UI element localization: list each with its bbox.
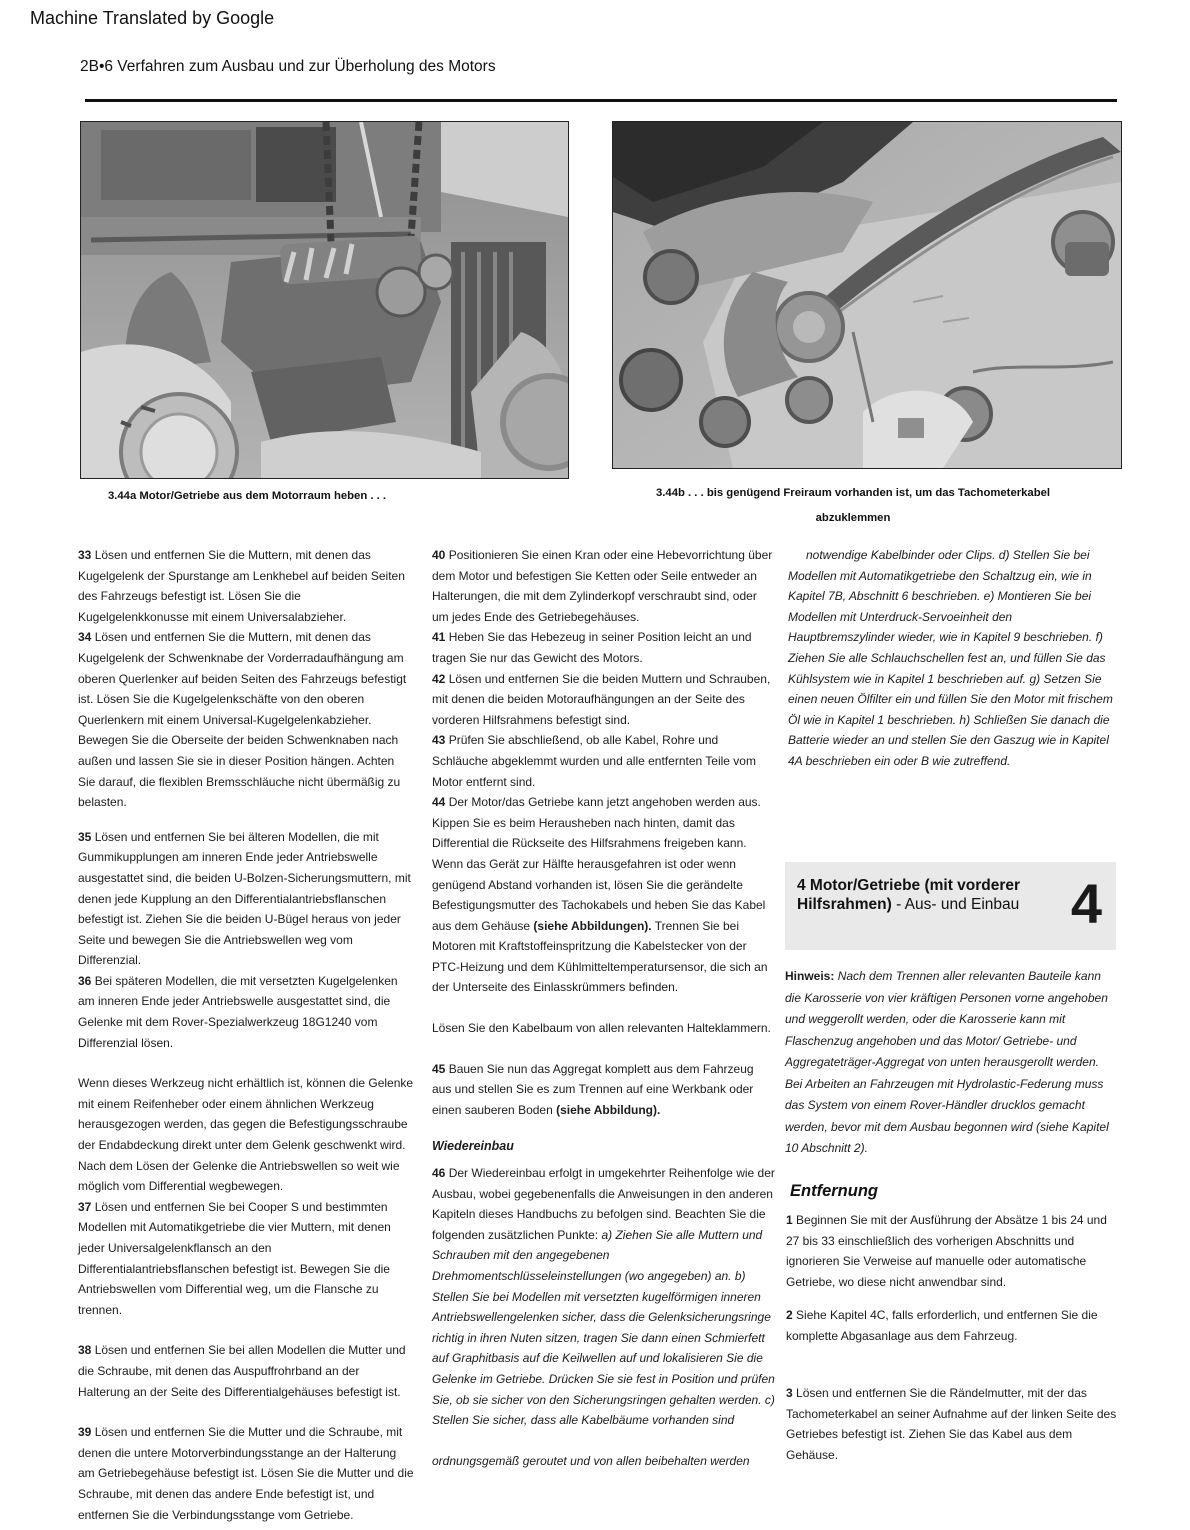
figure-b-caption: [618, 481, 1088, 531]
reinstall-points-continuation: notwendige Kabelbinder oder Clips. d) Stellen Sie bei Modellen mit Automatikgetriebe den Schaltzug ein, wie in Kapitel 7B, Abschnitt 6 beschrieben. e) Montieren Sie bei Modellen mit Unterdruck-Servoeinheit den Hauptbremszylinder wieder, wie in Kapitel 9 beschrieben. f) Ziehen Sie alle Schlauchschellen fest an, und füllen Sie das Kühlsystem wie in Kapitel 1 beschrieben auf. g) Setzen Sie einen neuen Ölfilter ein und füllen Sie den Motor mit frischem Öl wie in Kapitel 1 beschrieben. h) Schließen Sie danach die Batterie wieder an und stellen Sie den Gaszug wie in Kapitel 4A beschrieben ein oder B wie zutreffend.: [788, 548, 1113, 768]
page-title: 2B•6 Verfahren zum Ausbau und zur Überholung des Motors: [80, 58, 496, 75]
paragraph-38: 38 Lösen und entfernen Sie bei allen Modellen die Mutter und die Schraube, mit denen das Auspuffrohrband an der Halterung an der Seite des Differentialgehäuses befestigt ist.: [78, 1343, 406, 1399]
removal-paragraph-1: 1 Beginnen Sie mit der Ausführung der Absätze 1 bis 24 und 27 bis 33 einschließlich des vorherigen Abschnitts und ignorieren Sie Verweise auf manuelle oder automatische Getriebe, wo diese nicht anwendbar sind.: [786, 1213, 1107, 1289]
removal-paragraph-3: 3 Lösen und entfernen Sie die Rändelmutter, mit der das Tachometerkabel an seiner Aufnahme auf der linken Seite des Getriebes befestigt ist. Ziehen Sie das Kabel aus dem Gehäuse.: [786, 1386, 1117, 1462]
paragraph-40: 40 Positionieren Sie einen Kran oder eine Hebevorrichtung über dem Motor und befestigen Sie Ketten oder Seile entweder an Halterungen, die mit dem Zylinderkopf verschraubt sind, oder um jedes Ende des Getriebegehäuses.: [432, 548, 773, 624]
figure-b-caption-line2: abzuklemmen: [815, 512, 891, 524]
section-number: 4: [1070, 872, 1102, 935]
paragraph-34: 34 Lösen und entfernen Sie die Muttern, mit denen das Kugelgelenk der Schwenknabe der Vorderradaufhängung am oberen Querlenker auf beiden Seiten des Fahrzeugs befestigt ist. Lösen Sie die Kugelgelenkschäfte von den oberen Querlenkern mit einem Universal-Kugelgelenkabzieher. Bewegen Sie die Oberseite der beiden Schwenknaben nach außen und lassen Sie sie in dieser Position hängen. Achten Sie darauf, die flexiblen Bremsschläuche nicht übermäßig zu belasten.: [78, 630, 407, 810]
paragraph-44b: Lösen Sie den Kabelbaum von allen relevanten Halteklammern.: [432, 1021, 771, 1036]
paragraph-37: 37 Lösen und entfernen Sie bei Cooper S und bestimmten Modellen mit Automatikgetriebe die vier Muttern, mit denen jeder Universalgelenkflansch an den Differentialantriebsflanschen befestigt ist. Bewegen Sie die Antriebswellen vom Differential weg, um die Flansche zu trennen.: [78, 1199, 391, 1317]
paragraph-41: 41 Heben Sie das Hebezeug in seiner Position leicht an und tragen Sie nur das Gewicht des Motors.: [432, 630, 752, 665]
paragraph-35: 35 Lösen und entfernen Sie bei älteren Modellen, die mit Gummikupplungen am inneren Ende jeder Antriebswelle ausgestattet sind, die beiden U-Bolzen-Sicherungsmuttern, mit denen jede Kupplung an den Differentialantriebsflanschen befestigt ist. Ziehen Sie die beiden U-Bügel heraus von jeder Seite und bewegen Sie die Antriebswellen weg vom Differenzial.: [78, 829, 411, 968]
see-illustrations-ref: (siehe Abbildungen).: [533, 918, 652, 933]
header-rule: [85, 99, 1117, 102]
see-illustration-ref: (siehe Abbildung).: [556, 1102, 661, 1117]
paragraph-44: 44 Der Motor/das Getriebe kann jetzt angehoben werden aus. Kippen Sie es beim Herausheben nach hinten, damit das Differential die Rückseite des Hilfsrahmens freigeben kann. Wenn das Gerät zur Hälfte herausgefahren ist oder wenn genügend Abstand vorhanden ist, lösen Sie die gerändelte Befestigungsmutter des Tachokabels und heben Sie das Kabel aus dem Gehäuse (siehe Abbildungen). Trennen Sie bei Motoren mit Kraftstoffeinspritzung die Kabelstecker von der PTC-Heizung und dem Kühlmitteltemperatursensor, die sich an der Unterseite des Einlasskrümmers befinden.: [432, 795, 768, 995]
paragraph-39: 39 Lösen und entfernen Sie die Mutter und die Schraube, mit denen die untere Motorverbindungsstange an der Halterung am Getriebegehäuse befestigt ist. Lösen Sie die Mutter und die Schraube, mit denen das andere Ende befestigt ist, und entfernen Sie die Verbindungsstange vom Getriebe.: [78, 1425, 414, 1522]
figure-a-caption: 3.44a Motor/Getriebe aus dem Motorraum heben . . .: [107, 490, 387, 502]
paragraph-33: 33 Lösen und entfernen Sie die Muttern, mit denen das Kugelgelenk der Spurstange am Lenkhebel auf beiden Seiten des Fahrzeugs befestigt ist. Lösen Sie die Kugelgelenkkonusse mit einem Universalabzieher.: [78, 548, 405, 624]
text-column-3-continuation: [788, 545, 1118, 772]
reinstall-heading: Wiedereinbau: [432, 1139, 514, 1154]
paragraph-36: 36 Bei späteren Modellen, die mit versetzten Kugelgelenken am inneren Ende jeder Antriebswelle ausgestattet sind, die Gelenke mit dem Rover-Spezialwerkzeug 18G1240 vom Differenzial lösen.: [78, 973, 398, 1050]
figure-a-photo: [80, 121, 569, 479]
paragraph-46-tail: ordnungsgemäß geroutet und von allen beibehalten werden: [432, 1453, 750, 1468]
figure-b-caption-line1: 3.44b . . . bis genügend Freiraum vorhanden ist, um das Tachometerkabel: [655, 487, 1051, 499]
note-paragraph: Hinweis: Nach dem Trennen aller relevanten Bauteile kann die Karosserie von vier kräftigen Personen vorne angehoben und weggerollt werden, oder die Karosserie kann mit Flaschenzug angehoben und das Motor/ Getriebe- und Aggregateträger-Aggregat von unten herausgerollt werden. Bei Arbeiten an Fahrzeugen mit Hydrolastic-Federung muss das System von einem Rover-Händler drucklos gemacht werden, bevor mit dem Ausbau begonnen wird (siehe Kapitel 10 Abschnitt 2).: [785, 969, 1109, 1155]
engine-lift-illustration: [81, 122, 568, 478]
paragraph-45: 45 Bauen Sie nun das Aggregat komplett aus dem Fahrzeug aus und stellen Sie es zum Trennen auf eine Werkbank oder einen sauberen Boden (siehe Abbildung).: [432, 1061, 754, 1117]
removal-heading: Entfernung: [790, 1182, 878, 1200]
paragraph-46: 46 Der Wiedereinbau erfolgt in umgekehrter Reihenfolge wie der Ausbau, wobei gegebenenfalls die Anweisungen in den anderen Kapiteln dieses Handbuchs zu befolgen sind. Beachten Sie die folgenden zusätzlichen Punkte: a) Ziehen Sie alle Muttern und Schrauben mit den angegebenen Drehmomentschlüsseleinstellungen (wo angegeben) an. b) Stellen Sie bei Modellen mit versetzten kugelförmigen inneren Antriebswellengelenken sicher, dass die Gelenksicherungsringe richtig in ihren Nuten sitzen, tragen Sie dann einen Schmierfett auf Graphitbasis auf die Keilwellen auf und lokalisieren Sie die Gelenke im Getriebe. Drücken Sie sie fest in Position und prüfen Sie, ob sie sicher von den Sicherungsringen gehalten werden. c) Stellen Sie sicher, dass alle Kabelbäume vorhanden sind: [432, 1166, 775, 1428]
paragraph-36b: Wenn dieses Werkzeug nicht erhältlich ist, können die Gelenke mit einem Reifenheber oder einem ähnlichen Werkzeug herausgezogen werden, das gegen die Befestigungsschraube der Endabdeckung direkt unter dem Gelenk geschwenkt wird. Nach dem Lösen der Gelenke die Antriebswellen so weit wie möglich vom Differential wegbewegen.: [78, 1076, 414, 1194]
section-4-box: [785, 862, 1116, 950]
text-column-2: [432, 545, 776, 1471]
note-label: Hinweis:: [785, 969, 835, 983]
section-4-title: 4 Motor/Getriebe (mit vorderer Hilfsrahmen) - Aus- und Einbau: [797, 877, 1021, 913]
paragraph-42: 42 Lösen und entfernen Sie die beiden Muttern und Schrauben, mit denen die beiden Motoraufhängungen an der Seite des vorderen Hilfsrahmens befestigt sind.: [432, 671, 771, 727]
paragraph-43: 43 Prüfen Sie abschließend, ob alle Kabel, Rohre und Schläuche abgeklemmt wurden und alle entfernten Teile vom Motor entfernt sind.: [432, 733, 756, 789]
speedo-cable-illustration: [613, 122, 1121, 468]
figure-b-photo: [612, 121, 1122, 469]
removal-paragraph-2: 2 Siehe Kapitel 4C, falls erforderlich, und entfernen Sie die komplette Abgasanlage aus dem Fahrzeug.: [786, 1308, 1098, 1343]
machine-translated-watermark: Machine Translated by Google: [30, 8, 275, 28]
text-column-1: [78, 545, 414, 1525]
